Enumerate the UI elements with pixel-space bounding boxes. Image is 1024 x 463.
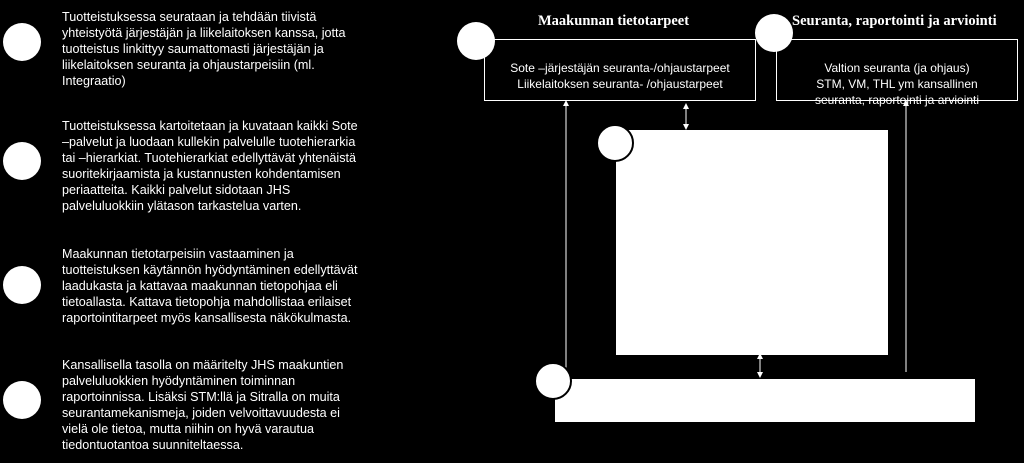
box-title-regional-needs: Maakunnan tietotarpeet bbox=[538, 13, 690, 29]
box-right-circle bbox=[755, 14, 793, 52]
paragraph-national-level: Kansallisella tasolla on määritelty JHS maakuntien palveluluokkien hyödyntäminen toiminnan raportoinnissa. Lisäksi STM:llä ja Sitralla on muita seurantamekanismeja, joiden velvoittavuudesta ei vielä ole tietoa, mutta niihin on hyvä varautua tiedontuotantoa suunniteltaessa. bbox=[62, 358, 344, 452]
paragraph-integration: Tuotteistuksessa seurataan ja tehdään tiivistä yhteistyötä järjestäjän ja liikelaitoksen kanssa, jotta tuotteistus linkittyy saumattomasti järjestäjän ja liikelaitoksen seuranta ja ohjaustarpeisiin (ml. Integraatio) bbox=[62, 10, 346, 88]
box-regional-needs bbox=[484, 39, 756, 101]
box-monitoring-text: Valtion seuranta (ja ohjaus) STM, VM, THL ym kansallinen seuranta, raportointi ja arviointi bbox=[814, 61, 980, 107]
bottom-circle bbox=[534, 362, 572, 400]
central-circle bbox=[596, 124, 634, 162]
paragraph-data-lake: Maakunnan tietotarpeisiin vastaaminen ja tuotteistuksen käytännön hyödyntäminen edellyttävät laadukasta ja kattavaa maakunnan tietopohjaa eli tietoallasta. Kattava tietopohja mahdollistaa erilaiset raportointitarpeet myös kansallisesta näkökulmasta. bbox=[62, 247, 358, 325]
bottom-data-pool-bar bbox=[555, 379, 975, 422]
box-left-circle bbox=[457, 22, 495, 60]
paragraph-product-hierarchy: Tuotteistuksessa kartoitetaan ja kuvataan kaikki Sote –palvelut ja luodaan kullekin palvelulle tuotehierarkia tai –hierarkiat. Tuotehierarkiat edellyttävät yhtenäistä suoritekirjaamista ja kustannusten kohdentamisen periaatteita. Kaikki palvelut sidotaan JHS palveluluokkiin ylätason tarkastelua varten. bbox=[62, 119, 358, 213]
box-monitoring bbox=[776, 39, 1018, 107]
box-regional-needs-text: Sote –järjestäjän seuranta-/ohjaustarpeet Liikelaitoksen seuranta- /ohjaustarpeet bbox=[510, 61, 730, 91]
box-title-monitoring: Seuranta, raportointi ja arviointi bbox=[792, 13, 997, 29]
central-product-block bbox=[616, 130, 888, 355]
